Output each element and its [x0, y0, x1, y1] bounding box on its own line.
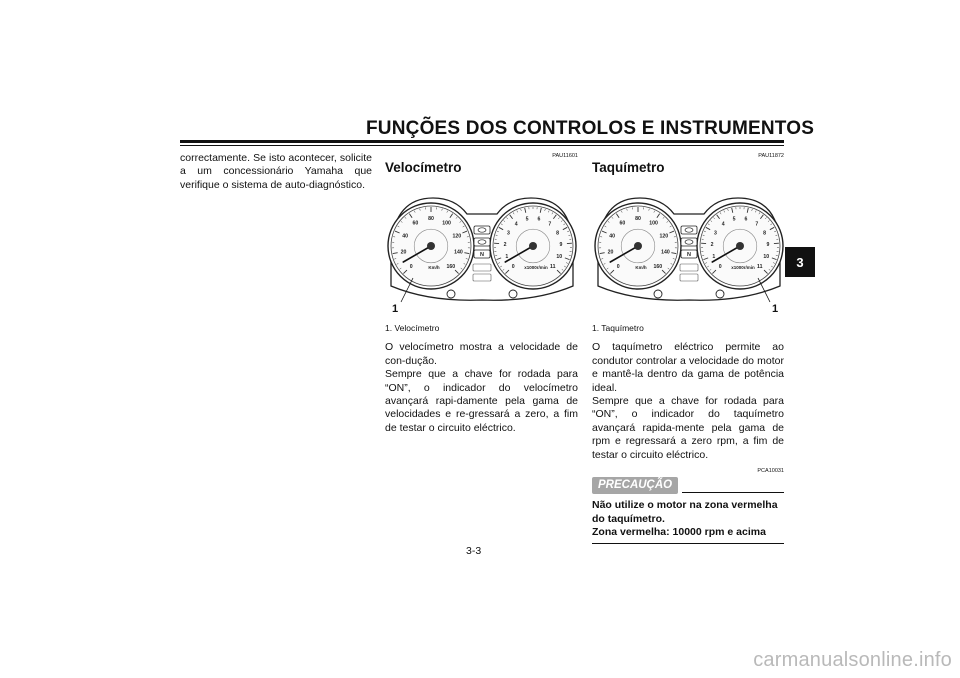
dial-label: 160: [653, 263, 663, 270]
dial-unit: Km/h: [428, 265, 440, 271]
dial-label: 20: [400, 249, 407, 256]
dial-label: 11: [757, 263, 763, 270]
header-rule: [180, 140, 784, 143]
continued-paragraph: correctamente. Se isto acontecer, solicite a um concessionário Yamaha que verifique o sistema de auto-diagnóstico.: [180, 152, 372, 191]
tachometer-dial: [697, 203, 783, 289]
dial-label: 100: [442, 220, 451, 227]
callout-number: 1: [772, 303, 779, 314]
lcd-window: [680, 264, 698, 271]
dial-unit: Km/h: [635, 265, 647, 271]
dial-hub: [634, 242, 642, 250]
caution-text: [592, 499, 784, 539]
figure-caption: 1. Velocímetro: [385, 323, 440, 333]
dial-hub: [529, 242, 537, 250]
dial-label: 5: [732, 216, 736, 223]
dial-label: 0: [511, 263, 515, 270]
lcd-window: [473, 274, 491, 281]
page-header-title: FUNÇÕES DOS CONTROLOS E INSTRUMENTOS: [366, 118, 815, 139]
tachometer-section: [592, 152, 784, 544]
speedometer-dial: [388, 203, 474, 289]
section-body: [385, 341, 578, 435]
caution-box: [592, 467, 784, 544]
indicator-panel: [474, 226, 490, 258]
figure-caption: 1. Taquímetro: [592, 323, 644, 333]
dial-label: 160: [446, 263, 456, 270]
dial-label: 20: [607, 249, 614, 256]
caution-badge: PRECAUÇÃO: [592, 477, 678, 494]
paragraph: O taquímetro eléctrico permite ao condutor controlar a velocidade do motor e mantê-la dentro da gama de potência ideal.: [592, 341, 784, 394]
paragraph: O velocímetro mostra a velocidade de con-dução.: [385, 341, 578, 367]
tachometer-dial: [490, 203, 576, 289]
dial-label: 60: [619, 220, 626, 227]
indicator-lamp: [681, 238, 697, 246]
dial-label: 8: [763, 230, 767, 237]
dial-label: 120: [452, 233, 462, 240]
watermark: carmanualsonline.info: [753, 649, 952, 671]
instrument-cluster-illustration: [385, 186, 578, 314]
dial-label: 80: [635, 216, 641, 222]
dial-label: 100: [649, 220, 658, 227]
dial-label: 3: [713, 230, 717, 237]
header-rule-thin: [180, 145, 784, 146]
callout-number: 1: [392, 303, 399, 314]
indicator-lamp: [474, 238, 490, 246]
dial-label: 80: [428, 216, 434, 222]
section-code: PAU11601: [552, 153, 578, 159]
dial-label: 9: [766, 242, 770, 249]
lcd-window: [680, 274, 698, 281]
yamaha-logo-icon: [509, 290, 517, 298]
dial-label: 8: [556, 230, 560, 237]
yamaha-logo-icon: [447, 290, 455, 298]
section-title: Taquímetro: [592, 160, 665, 175]
caution-header: [592, 477, 784, 494]
dial-label: 10: [556, 253, 563, 260]
dial-label: 2: [710, 242, 714, 249]
yamaha-logo-icon: [654, 290, 662, 298]
speedometer-section: [385, 152, 578, 435]
dial-unit: x1000r/min: [731, 265, 755, 271]
caution-bottom-rule: [592, 543, 784, 544]
dial-label: 11: [550, 263, 556, 270]
dial-hub: [427, 242, 435, 250]
dial-label: 6: [537, 216, 541, 223]
section-code: PAU11872: [758, 153, 784, 159]
dial-label: 140: [454, 249, 463, 256]
indicator-lamp: [681, 226, 697, 234]
dial-hub: [736, 242, 744, 250]
instrument-cluster-illustration: [592, 186, 785, 314]
section-tab[interactable]: 3: [785, 247, 815, 277]
caution-line: Zona vermelha: 10000 rpm e acima: [592, 526, 766, 539]
dial-label: 1: [712, 253, 716, 260]
lcd-window: [473, 264, 491, 271]
caution-rule: [682, 492, 784, 493]
indicator-lamp: [474, 226, 490, 234]
caution-line: Não utilize o motor na zona vermelha do taquímetro.: [592, 499, 778, 525]
dial-label: 40: [609, 233, 616, 240]
dial-label: 140: [661, 249, 670, 256]
speedometer-dial: [595, 203, 681, 289]
indicator-panel: [681, 226, 697, 258]
dial-label: 7: [755, 221, 759, 228]
dial-label: 0: [616, 263, 620, 270]
page-number: 3-3: [466, 545, 482, 557]
column-1: [180, 152, 372, 192]
dial-label: 10: [763, 253, 770, 260]
dial-label: 1: [505, 253, 509, 260]
caution-code: PCA10031: [757, 468, 784, 475]
dial-unit: x1000r/min: [524, 265, 548, 271]
dial-label: 0: [409, 263, 413, 270]
neutral-indicator-label: N: [480, 252, 484, 259]
paragraph: Sempre que a chave for rodada para “ON”, o indicador do velocímetro avançará rapi-damente pela gama de velocidades e re-gressará a zero, a fim de testar o circuito eléctrico.: [385, 368, 578, 434]
dial-label: 2: [503, 242, 507, 249]
dial-label: 0: [718, 263, 722, 270]
dial-label: 4: [514, 221, 518, 228]
dial-label: 40: [402, 233, 409, 240]
dial-label: 9: [559, 242, 563, 249]
dial-label: 3: [506, 230, 510, 237]
dial-label: 60: [412, 220, 419, 227]
dial-label: 6: [744, 216, 748, 223]
dial-label: 4: [721, 221, 725, 228]
paragraph: Sempre que a chave for rodada para “ON”, o indicador do taquímetro avançará rapida-mente pela gama de rpm e regressará a zero rpm, a fim de testar o circuito eléctrico.: [592, 395, 784, 461]
section-title: Velocímetro: [385, 160, 462, 175]
dial-label: 5: [525, 216, 529, 223]
dial-label: 7: [548, 221, 552, 228]
neutral-indicator-label: N: [687, 252, 691, 259]
dial-label: 120: [659, 233, 669, 240]
section-body: [592, 341, 784, 462]
yamaha-logo-icon: [716, 290, 724, 298]
